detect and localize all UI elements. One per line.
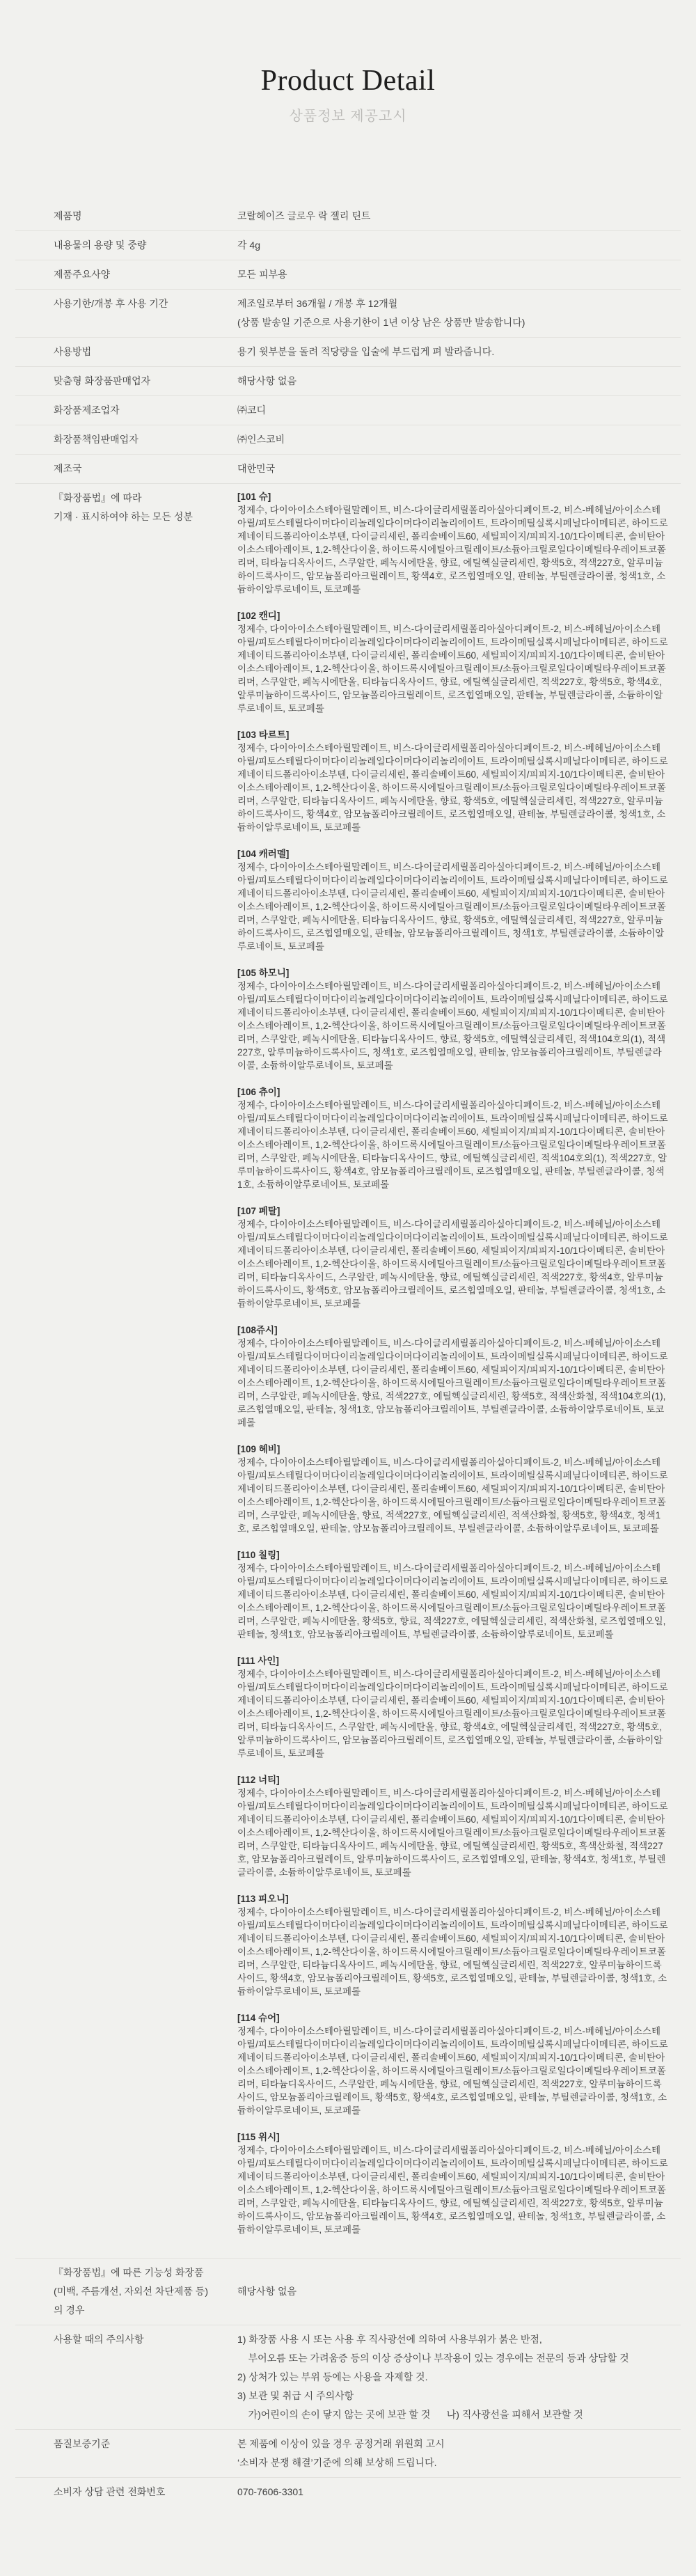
table-row — [15, 454, 681, 483]
ingredient-list: 정제수, 다이아이소스테아릴말레이트, 비스-다이글리세릴폴리아실아디페이트-2, 비스-베헤닐/아이소스테아릴/피토스테릴다이머다이리놀레일다이머다이리놀리에이트, 트라이메틸실록시페닐다이메티콘, 하이드로제네이티드폴리아이소부텐, 다이글리세린, 폴리솔베이트60, 세틸피이지/피피지-10/1다이메티콘, 솔비탄아이소스테아레이트, 1,2-헥산다이올, 하이드록시에틸아크릴레이트/소듐아크릴로일다이메틸타우레이트코폴리머, 티타늄디옥사이드, 스쿠알란, 페녹시에탄올, 향료, 에틸헥실글리세린, 적색227호, 황색4호, 알루미늄하이드록사이드, 황색5호, 암모늄폴리아크릴레이트, 로즈힙열매오일, 판테놀, 부틸렌글라이콜, 청색1호, 소듐하이알루로네이트, 토코페롤 — [237, 1219, 668, 1309]
ingredient-shade-title: [102 캔디] — [237, 611, 280, 621]
row-label — [15, 2330, 237, 2349]
row-label — [15, 265, 237, 284]
row-label-line: 『화장품법』에 따라 — [54, 492, 142, 503]
row-label — [15, 401, 237, 420]
ingredient-shade-title: [108쥬시] — [237, 1325, 278, 1335]
row-value-line: 해당사항 없음 — [237, 375, 297, 386]
ingredient-section — [237, 1548, 668, 1641]
row-value-line: 용기 윗부분을 돌려 적당량을 입술에 부드럽게 펴 발라줍니다. — [237, 346, 495, 357]
row-label-line: 내용물의 용량 및 중량 — [54, 239, 147, 251]
row-value-line: ㈜코디 — [237, 405, 267, 416]
ingredient-list: 정제수, 다이아이소스테아릴말레이트, 비스-다이글리세릴폴리아실아디페이트-2, 비스-베헤닐/아이소스테아릴/피토스테릴다이머다이리놀레일다이머다이리놀리에이트, 트라이메틸실록시페닐다이메티콘, 하이드로제네이티드폴리아이소부텐, 다이글리세린, 폴리솔베이트60, 세틸피이지/피피지-10/1다이메티콘, 솔비탄아이소스테아레이트, 1,2-헥산다이올, 하이드록시에틸아크릴레이트/소듐아크릴로일다이메틸타우레이트코폴리머, 스쿠알란, 페녹시에탄올, 티타늄디옥사이드, 향료, 에틸헥실글리세린, 적색227호, 황색5호, 알루미늄하이드록사이드, 암모늄폴리아크릴레이트, 황색4호, 로즈힙열매오일, 판테놀, 청색1호, 부틸렌글라이콜, 소듐하이알루로네이트, 토코페롤 — [237, 2145, 668, 2235]
row-value-line: (상품 발송일 기준으로 사용기한이 1년 이상 남은 상품만 발송합니다) — [237, 317, 525, 328]
row-label-line: 의 경우 — [54, 2304, 85, 2316]
row-label — [15, 2435, 237, 2453]
ingredient-list: 정제수, 다이아이소스테아릴말레이트, 비스-다이글리세릴폴리아실아디페이트-2, 비스-베헤닐/아이소스테아릴/피토스테릴다이머다이리놀레일다이머다이리놀리에이트, 트라이메틸실록시페닐다이메티콘, 하이드로제네이티드폴리아이소부텐, 다이글리세린, 폴리솔베이트60, 세틸피이지/피피지-10/1다이메티콘, 솔비탄아이소스테아레이트, 1,2-헥산다이올, 하이드록시에틸아크릴레이트/소듐아크릴로일다이메틸타우레이트코폴리머, 스쿠알란, 티타늄디옥사이드, 페녹시에탄올, 향료, 에틸헥실글리세린, 황색5호, 흑색산화철, 적색227호, 암모늄폴리아크릴레이트, 알루미늄하이드록사이드, 로즈힙열매오일, 판테놀, 황색4호, 청색1호, 부틸렌글라이콜, 소듐하이알루로네이트, 토코페롤 — [237, 1788, 668, 1878]
row-value — [237, 401, 681, 420]
row-value — [237, 2330, 681, 2424]
table-row — [15, 2429, 681, 2477]
ingredient-list: 정제수, 다이아이소스테아릴말레이트, 비스-다이글리세릴폴리아실아디페이트-2, 비스-베헤닐/아이소스테아릴/피토스테릴다이머다이리놀레일다이머다이리놀리에이트, 트라이메틸실록시페닐다이메티콘, 하이드로제네이티드폴리아이소부텐, 다이글리세린, 폴리솔베이트60, 세틸피이지/피피지-10/1다이메티콘, 솔비탄아이소스테아레이트, 1,2-헥산다이올, 하이드록시에틸아크릴레이트/소듐아크릴로일다이메틸타우레이트코폴리머, 스쿠알란, 티타늄디옥사이드, 페녹시에탄올, 향료, 에틸헥실글리세린, 적색227호, 알루미늄하이드록사이드, 황색4호, 암모늄폴리아크릴레이트, 황색5호, 로즈힙열매오일, 판테놀, 부틸렌글라이콜, 청색1호, 소듐하이알루로네이트, 토코페롤 — [237, 1907, 668, 1997]
row-value — [237, 265, 681, 284]
row-value — [237, 372, 681, 391]
row-value — [237, 489, 681, 2253]
ingredient-list: 정제수, 다이아이소스테아릴말레이트, 비스-다이글리세릴폴리아실아디페이트-2, 비스-베헤닐/아이소스테아릴/피토스테릴다이머다이리놀레일다이머다이리놀리에이트, 트라이메틸실록시페닐다이메티콘, 하이드로제네이티드폴리아이소부텐, 다이글리세린, 폴리솔베이트60, 세틸피이지/피피지-10/1다이메티콘, 솔비탄아이소스테아레이트, 1,2-헥산다이올, 하이드록시에틸아크릴레이트/소듐아크릴로일다이메틸타우레이트코폴리머, 스쿠알란, 페녹시에탄올, 황색5호, 향료, 적색227호, 에틸헥실글리세린, 적색산화철, 로즈힙열매오일, 판테놀, 청색1호, 암모늄폴리아크릴레이트, 부틸렌글라이콜, 소듐하이알루로네이트, 토코페롤 — [237, 1563, 668, 1640]
ingredient-section — [237, 1773, 668, 1879]
ingredient-shade-title: [114 슈어] — [237, 2013, 280, 2023]
ingredient-section — [237, 2011, 668, 2117]
row-label — [15, 430, 237, 449]
ingredient-shade-title: [115 위시] — [237, 2132, 280, 2142]
ingredient-section — [237, 1892, 668, 1998]
row-label — [15, 207, 237, 226]
row-label-line: 사용방법 — [54, 346, 92, 357]
page-subtitle: 상품정보 제공고시 — [289, 109, 407, 124]
ingredient-section — [237, 728, 668, 834]
ingredient-shade-title: [105 하모니] — [237, 968, 290, 978]
row-label — [15, 294, 237, 313]
ingredient-section — [237, 1204, 668, 1310]
ingredient-shade-title: [103 타르트] — [237, 730, 290, 740]
row-value-line: 제조일로부터 36개월 / 개봉 후 12개월 — [237, 298, 398, 309]
row-value-line: 해당사항 없음 — [237, 2286, 297, 2297]
row-label — [15, 2483, 237, 2502]
table-row — [15, 366, 681, 395]
ingredient-section — [237, 2130, 668, 2236]
ingredient-section — [237, 966, 668, 1072]
table-row — [15, 2325, 681, 2429]
row-label-line: 품질보증기준 — [54, 2438, 111, 2449]
table-row — [15, 2477, 681, 2506]
row-value-line: ㈜인스코비 — [237, 434, 285, 445]
row-label-line: 화장품책임판매업자 — [54, 434, 139, 445]
ingredient-shade-title: [112 너티] — [237, 1775, 280, 1785]
table-row — [15, 289, 681, 337]
row-value — [237, 460, 681, 478]
row-value — [237, 294, 681, 332]
table-row — [15, 230, 681, 260]
row-value-line: 코랄헤이즈 글로우 락 젤리 틴트 — [237, 210, 371, 221]
row-value-line: 모든 피부용 — [237, 269, 287, 280]
row-value-line: 본 제품에 이상이 있을 경우 공정거래 위원회 고시 — [237, 2438, 445, 2449]
row-value — [237, 207, 681, 226]
row-value-line: 대한민국 — [237, 463, 276, 474]
row-label — [15, 489, 237, 526]
row-label-line: 맞춤형 화장품판매업자 — [54, 375, 151, 386]
row-value — [237, 2435, 681, 2472]
row-label-line: 사용기한/개봉 후 사용 기간 — [54, 298, 168, 309]
row-label — [15, 343, 237, 361]
row-label-line: (미백, 주름개선, 자외선 차단제품 등) — [54, 2286, 208, 2297]
ingredient-shade-title: [107 페탈] — [237, 1206, 280, 1216]
table-row — [15, 395, 681, 425]
row-value — [237, 2282, 681, 2301]
product-info-table — [15, 202, 681, 2506]
ingredient-list: 정제수, 다이아이소스테아릴말레이트, 비스-다이글리세릴폴리아실아디페이트-2, 비스-베헤닐/아이소스테아릴/피토스테릴다이머다이리놀레일다이머다이리놀리에이트, 트라이메틸실록시페닐다이메티콘, 하이드로제네이티드폴리아이소부텐, 다이글리세린, 폴리솔베이트60, 세틸피이지/피피지-10/1다이메티콘, 솔비탄아이소스테아레이트, 1,2-헥산다이올, 하이드록시에틸아크릴레이트/소듐아크릴로일다이메틸타우레이트코폴리머, 티타늄디옥사이드, 스쿠알란, 페녹시에탄올, 향료, 황색4호, 에틸헥실글리세린, 적색227호, 황색5호, 알루미늄하이드록사이드, 암모늄폴리아크릴레이트, 로즈힙열매오일, 판테놀, 부틸렌글라이콜, 소듐하이알루로네이트, 토코페롤 — [237, 1669, 668, 1759]
ingredient-section — [237, 609, 668, 715]
row-label-line: 제품명 — [54, 210, 82, 221]
row-value-line: 1) 화장품 사용 시 또는 사용 후 직사광선에 의하여 사용부위가 붉은 반점, — [237, 2334, 542, 2345]
ingredient-list: 정제수, 다이아이소스테아릴말레이트, 비스-다이글리세릴폴리아실아디페이트-2, 비스-베헤닐/아이소스테아릴/피토스테릴다이머다이리놀레일다이머다이리놀리에이트, 트라이메틸실록시페닐다이메티콘, 하이드로제네이티드폴리아이소부텐, 다이글리세린, 폴리솔베이트60, 세틸피이지/피피지-10/1다이메티콘, 솔비탄아이소스테아레이트, 1,2-헥산다이올, 하이드록시에틸아크릴레이트/소듐아크릴로일다이메틸타우레이트코폴리머, 스쿠알란, 페녹시에탄올, 향료, 적색227호, 에틸헥실글리세린, 황색5호, 적색산화철, 적색104호의(1), 로즈힙열매오일, 판테놀, 청색1호, 암모늄폴리아크릴레이트, 부틸렌글라이콜, 소듐하이알루로네이트, 토코페롤 — [237, 1338, 668, 1428]
ingredient-shade-title: [111 사인] — [237, 1656, 279, 1666]
ingredient-list: 정제수, 다이아이소스테아릴말레이트, 비스-다이글리세릴폴리아실아디페이트-2, 비스-베헤닐/아이소스테아릴/피토스테릴다이머다이리놀레일다이머다이리놀리에이트, 트라이메틸실록시페닐다이메티콘, 하이드로제네이티드폴리아이소부텐, 다이글리세린, 폴리솔베이트60, 세틸피이지/피피지-10/1다이메티콘, 솔비탄아이소스테아레이트, 1,2-헥산다이올, 하이드록시에틸아크릴레이트/소듐아크릴로일다이메틸타우레이트코폴리머, 스쿠알란, 페녹시에탄올, 향료, 적색227호, 에틸헥실글리세린, 적색산화철, 황색5호, 황색4호, 청색1호, 로즈힙열매오일, 판테놀, 암모늄폴리아크릴레이트, 부틸렌글라이콜, 소듐하이알루로네이트, 토코페롤 — [237, 1457, 668, 1534]
row-value — [237, 236, 681, 255]
row-label-line: 기재 · 표시하여야 하는 모든 성분 — [54, 511, 193, 522]
ingredient-shade-title: [104 캐러멜] — [237, 849, 290, 859]
row-label-line: 제조국 — [54, 463, 82, 474]
row-value — [237, 430, 681, 449]
table-row — [15, 260, 681, 289]
ingredient-section — [237, 490, 668, 596]
ingredient-section — [237, 1085, 668, 1191]
ingredient-section — [237, 847, 668, 953]
row-label — [15, 460, 237, 478]
ingredient-shade-title: [113 피오니] — [237, 1894, 289, 1904]
table-row — [15, 337, 681, 366]
row-value-line: 2) 상처가 있는 부위 등에는 사용을 자제할 것. — [237, 2371, 428, 2382]
table-row — [15, 483, 681, 2258]
ingredient-shade-title: [106 츄이] — [237, 1087, 280, 1097]
row-value-line: ‘소비자 분쟁 해결’기준에 의해 보상해 드립니다. — [237, 2457, 437, 2468]
row-value-line: 가)어린이의 손이 닿지 않는 곳에 보관 할 것 나) 직사광선을 피해서 보관할 것 — [237, 2409, 583, 2420]
row-value-line: 3) 보관 및 취급 시 주의사항 — [237, 2390, 354, 2401]
row-value-line: 부어오름 또는 가려움증 등의 이상 증상이나 부작용이 있는 경우에는 전문의 등과 상담할 것 — [237, 2353, 629, 2364]
ingredient-section — [237, 1443, 668, 1535]
table-row — [15, 2258, 681, 2325]
page-header — [0, 0, 696, 125]
ingredient-section — [237, 1324, 668, 1429]
ingredient-list: 정제수, 다이아이소스테아릴말레이트, 비스-다이글리세릴폴리아실아디페이트-2, 비스-베헤닐/아이소스테아릴/피토스테릴다이머다이리놀레일다이머다이리놀리에이트, 트라이메틸실록시페닐다이메티콘, 하이드로제네이티드폴리아이소부텐, 다이글리세린, 폴리솔베이트60, 세틸피이지/피피지-10/1다이메티콘, 솔비탄아이소스테아레이트, 1,2-헥산다이올, 하이드록시에틸아크릴레이트/소듐아크릴로일다이메틸타우레이트코폴리머, 티타늄디옥사이드, 스쿠알란, 페녹시에탄올, 향료, 에틸헥실글리세린, 적색227호, 알루미늄하이드록사이드, 암모늄폴리아크릴레이트, 황색5호, 황색4호, 로즈힙열매오일, 판테놀, 부틸렌글라이콜, 청색1호, 소듐하이알루로네이트, 토코페롤 — [237, 2026, 668, 2116]
ingredient-list: 정제수, 다이아이소스테아릴말레이트, 비스-다이글리세릴폴리아실아디페이트-2, 비스-베헤닐/아이소스테아릴/피토스테릴다이머다이리놀레일다이머다이리놀리에이트, 트라이메틸실록시페닐다이메티콘, 하이드로제네이티드폴리아이소부텐, 다이글리세린, 폴리솔베이트60, 세틸피이지/피피지-10/1다이메티콘, 솔비탄아이소스테아레이트, 1,2-헥산다이올, 하이드록시에틸아크릴레이트/소듐아크릴로일다이메틸타우레이트코폴리머, 스쿠알란, 페녹시에탄올, 티타늄디옥사이드, 향료, 황색5호, 에틸헥실글리세린, 적색227호, 알루미늄하이드록사이드, 로즈힙열매오일, 판테놀, 암모늄폴리아크릴레이트, 청색1호, 부틸렌글라이콜, 소듐하이알루로네이트, 토코페롤 — [237, 862, 668, 952]
page-title: Product Detail — [260, 65, 436, 97]
ingredient-list: 정제수, 다이아이소스테아릴말레이트, 비스-다이글리세릴폴리아실아디페이트-2, 비스-베헤닐/아이소스테아릴/피토스테릴다이머다이리놀레일다이머다이리놀리에이트, 트라이메틸실록시페닐다이메티콘, 하이드로제네이티드폴리아이소부텐, 다이글리세린, 폴리솔베이트60, 세틸피이지/피피지-10/1다이메티콘, 솔비탄아이소스테아레이트, 1,2-헥산다이올, 하이드록시에틸아크릴레이트/소듐아크릴로일다이메틸타우레이트코폴리머, 스쿠알란, 페녹시에탄올, 티타늄디옥사이드, 향료, 황색5호, 에틸헥실글리세린, 적색104호의(1), 적색227호, 알루미늄하이드록사이드, 청색1호, 로즈힙열매오일, 판테놀, 암모늄폴리아크릴레이트, 부틸렌글라이콜, 소듐하이알루로네이트, 토코페롤 — [237, 981, 668, 1071]
row-value — [237, 343, 681, 361]
ingredient-list: 정제수, 다이아이소스테아릴말레이트, 비스-다이글리세릴폴리아실아디페이트-2, 비스-베헤닐/아이소스테아릴/피토스테릴다이머다이리놀레일다이머다이리놀리에이트, 트라이메틸실록시페닐다이메티콘, 하이드로제네이티드폴리아이소부텐, 다이글리세린, 폴리솔베이트60, 세틸피이지/피피지-10/1다이메티콘, 솔비탄아이소스테아레이트, 1,2-헥산다이올, 하이드록시에틸아크릴레이트/소듐아크릴로일다이메틸타우레이트코폴리머, 스쿠알란, 티타늄디옥사이드, 페녹시에탄올, 향료, 황색5호, 에틸헥실글리세린, 적색227호, 알루미늄하이드록사이드, 황색4호, 암모늄폴리아크릴레이트, 로즈힙열매오일, 판테놀, 부틸렌글라이콜, 청색1호, 소듐하이알루로네이트, 토코페롤 — [237, 743, 668, 833]
row-value-line: 각 4g — [237, 239, 260, 251]
ingredient-shade-title: [109 헤비] — [237, 1444, 280, 1454]
ingredient-section — [237, 1654, 668, 1760]
ingredient-list: 정제수, 다이아이소스테아릴말레이트, 비스-다이글리세릴폴리아실아디페이트-2, 비스-베헤닐/아이소스테아릴/피토스테릴다이머다이리놀레일다이머다이리놀리에이트, 트라이메틸실록시페닐다이메티콘, 하이드로제네이티드폴리아이소부텐, 다이글리세린, 폴리솔베이트60, 세틸피이지/피피지-10/1다이메티콘, 솔비탄아이소스테아레이트, 1,2-헥산다이올, 하이드록시에틸아크릴레이트/소듐아크릴로일다이메틸타우레이트코폴리머, 티타늄디옥사이드, 스쿠알란, 페녹시에탄올, 향료, 에틸헥실글리세린, 황색5호, 적색227호, 알루미늄하이드록사이드, 암모늄폴리아크릴레이트, 황색4호, 로즈힙열매오일, 판테놀, 부틸렌글라이콜, 청색1호, 소듐하이알루로네이트, 토코페롤 — [237, 505, 668, 595]
row-label-line: 제품주요사양 — [54, 269, 111, 280]
row-value-line: 070-7606-3301 — [237, 2486, 303, 2497]
ingredient-list: 정제수, 다이아이소스테아릴말레이트, 비스-다이글리세릴폴리아실아디페이트-2, 비스-베헤닐/아이소스테아릴/피토스테릴다이머다이리놀레일다이머다이리놀리에이트, 트라이메틸실록시페닐다이메티콘, 하이드로제네이티드폴리아이소부텐, 다이글리세린, 폴리솔베이트60, 세틸피이지/피피지-10/1다이메티콘, 솔비탄아이소스테아레이트, 1,2-헥산다이올, 하이드록시에틸아크릴레이트/소듐아크릴로일다이메틸타우레이트코폴리머, 스쿠알란, 페녹시에탄올, 티타늄디옥사이드, 향료, 에틸헥실글리세린, 적색227호, 황색5호, 황색4호, 알루미늄하이드록사이드, 암모늄폴리아크릴레이트, 로즈힙열매오일, 판테놀, 부틸렌글라이콜, 소듐하이알루로네이트, 토코페롤 — [237, 624, 668, 714]
table-row — [15, 202, 681, 230]
row-value — [237, 2483, 681, 2502]
ingredient-shade-title: [101 슈] — [237, 492, 271, 502]
row-label-line: 『화장품법』에 따른 기능성 화장품 — [54, 2267, 204, 2278]
row-label — [15, 2263, 237, 2320]
row-label-line: 소비자 상담 관련 전화번호 — [54, 2486, 166, 2497]
table-row — [15, 425, 681, 454]
row-label — [15, 372, 237, 391]
row-label-line: 화장품제조업자 — [54, 405, 120, 416]
ingredient-list: 정제수, 다이아이소스테아릴말레이트, 비스-다이글리세릴폴리아실아디페이트-2, 비스-베헤닐/아이소스테아릴/피토스테릴다이머다이리놀레일다이머다이리놀리에이트, 트라이메틸실록시페닐다이메티콘, 하이드로제네이티드폴리아이소부텐, 다이글리세린, 폴리솔베이트60, 세틸피이지/피피지-10/1다이메티콘, 솔비탄아이소스테아레이트, 1,2-헥산다이올, 하이드록시에틸아크릴레이트/소듐아크릴로일다이메틸타우레이트코폴리머, 스쿠알란, 페녹시에탄올, 티타늄디옥사이드, 향료, 에틸헥실글리세린, 적색104호의(1), 적색227호, 알루미늄하이드록사이드, 황색4호, 암모늄폴리아크릴레이트, 로즈힙열매오일, 판테놀, 부틸렌글라이콜, 청색1호, 소듐하이알루로네이트, 토코페롤 — [237, 1100, 668, 1190]
row-label — [15, 236, 237, 255]
ingredient-shade-title: [110 칠링] — [237, 1550, 280, 1560]
row-label-line: 사용할 때의 주의사항 — [54, 2334, 144, 2345]
